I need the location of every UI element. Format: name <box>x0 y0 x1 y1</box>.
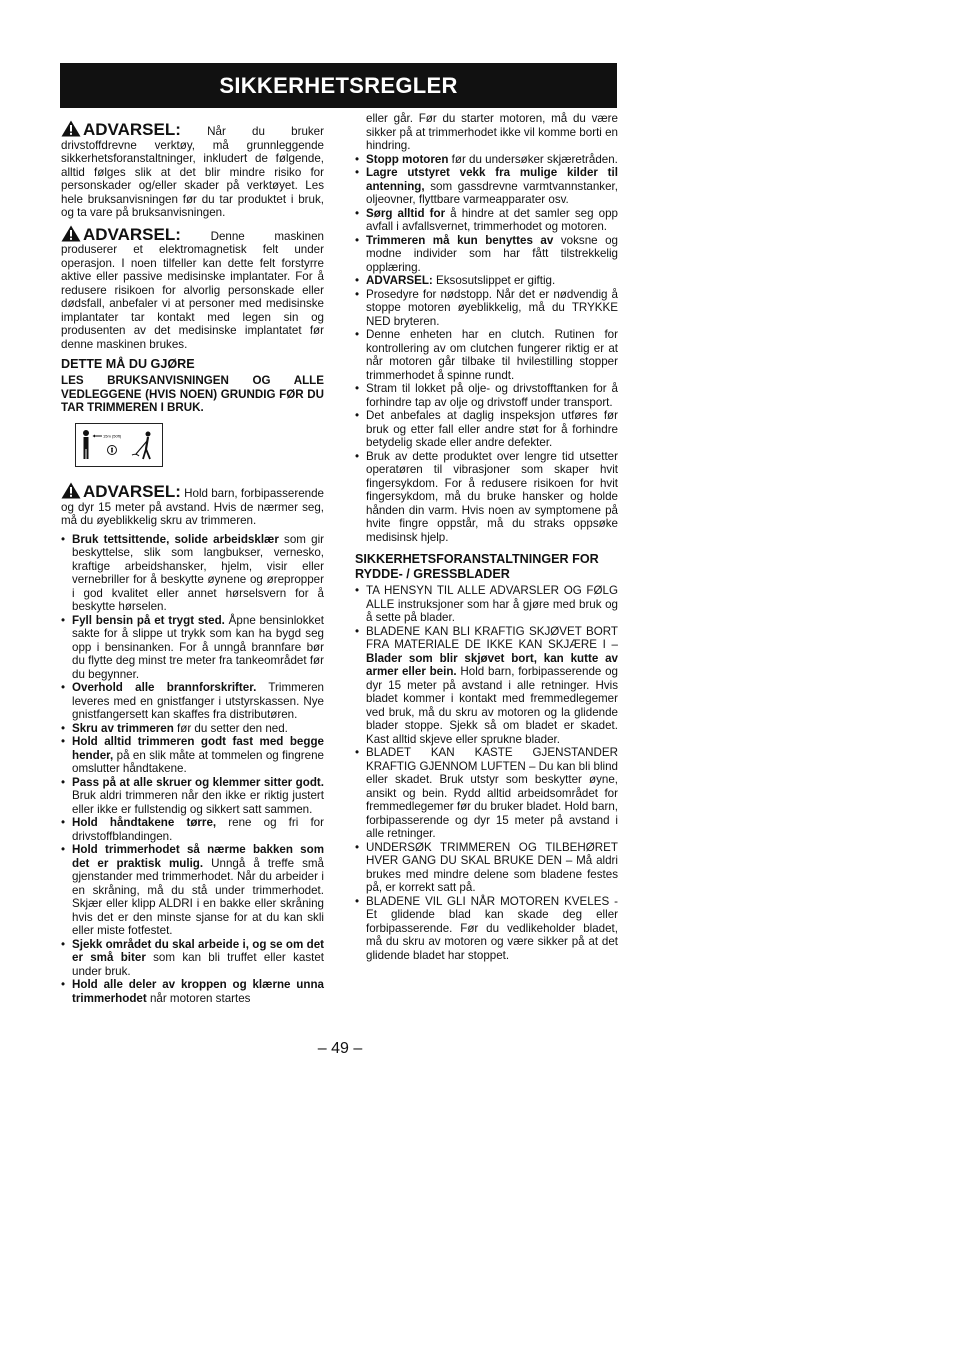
warning-text: Når du bruker drivstoffdrevne verktøy, må grunnleggende sikkerhetsforanstaltninger, inkludert de følgende, alltid følges slik at det blir mindre risiko for personskader og/eller skader på verktøyet. Les hele bruksanvisningen før du tar produktet i bruk, og ta vare på bruksanvisningen. <box>61 125 324 219</box>
list-item: • Trimmeren må kun benyttes av voksne og modne individer som har fått tilstrekkelig opplæring. <box>355 234 618 275</box>
list-item: • Hold håndtakene tørre, rene og fri for drivstoffblandingen. <box>61 816 324 843</box>
list-item: • Skru av trimmeren før du setter den ned. <box>61 722 324 736</box>
warning-3 <box>61 482 324 528</box>
warning-triangle-icon <box>61 120 81 137</box>
list-item: • Bruk tettsittende, solide arbeidsklær som gir beskyttelse, slik som langbukser, vernesko, kraftige arbeidshansker, hjelm, visir eller vernebriller for å beskytte øynene og ørepropper i god kvalitet eller annet hørselsvern for å beskytte hørselen. <box>61 533 324 614</box>
list-item: • BLADET KAN KASTE GJENSTANDER KRAFTIG GJENNOM LUFTEN – Du kan bli blind eller skadet. Bruk utstyr som beskytter øyne, ansikt og bein. Rydd alltid arbeidsområdet for fremmedlegemer før du bruker bladet. Hold barn, forbipasserende og dyr 15 meter på avstand i alle retninger. <box>355 746 618 841</box>
warning-label: ADVARSEL: <box>83 224 181 244</box>
list-item: • Hold alltid trimmeren godt fast med begge hender, på en slik måte at tommelen og fingrene omslutter håndtakene. <box>61 735 324 776</box>
list-item: • Overhold alle brannforskrifter. Trimmeren leveres med en gnistfanger i utstyrskassen. Nye gnistfangersett kan skaffes fra distributøren. <box>61 681 324 722</box>
page-title: SIKKERHETSREGLER <box>219 72 458 98</box>
warning-label: ADVARSEL: <box>83 482 181 501</box>
warning-triangle-icon <box>61 482 81 499</box>
list-item: • Denne enheten har en clutch. Rutinen for kontrollering av om clutchen fungerer riktig er at når motoren går tilbake til hvilestilling stopper trimmerhodet å spinne rundt. <box>355 328 618 382</box>
warning-text: Hold barn, forbipasserende og dyr 15 meter på avstand. Hvis de nærmer seg, må du øyeblikkelig skru av trimmeren. <box>61 487 324 527</box>
right-column <box>355 112 618 962</box>
left-column <box>61 120 324 1005</box>
warning-text: Denne maskinen produserer et elektromagnetisk felt under operasjon. I noen tilfeller kan dette felt forstyrre aktive eller passive medisinske implantater. For å redusere risikoen for alvorlig personskade eller dødsfall, anbefaler vi at personer med medisinske implantater tar kontakt med legen sin og produsenten av det medisinske implantatet før denne maskinen brukes. <box>61 229 324 351</box>
right-bullet-list <box>355 153 618 545</box>
list-item: • ADVARSEL: Eksosutslippet er giftig. <box>355 274 618 288</box>
section-subtitle: LES BRUKSANVISNINGEN OG ALLE VEDLEGGENE (HVIS NOEN) GRUNDIG FØR DU TAR TRIMMEREN I BRUK. <box>61 374 324 414</box>
warning-1 <box>61 120 324 220</box>
list-item: • UNDERSØK TRIMMEREN OG TILBEHØRET HVER GANG DU SKAL BRUKE DEN – Må aldri brukes med mindre delene som bladene festes på, er korrekt satt på. <box>355 841 618 895</box>
left-bullet-list <box>61 533 324 1006</box>
list-item: • BLADENE VIL GLI NÅR MOTOREN KVELES - Et glidende blad kan skade deg eller forbipasserende. Før du vedlikeholder bladet, må du skru av motoren og være sikker på at det glidende bladet har stoppet. <box>355 895 618 963</box>
blade-bullet-list <box>355 584 618 962</box>
page-number: – 49 – <box>317 1040 363 1057</box>
list-item: • Stopp motoren før du undersøker skjæretråden. <box>355 153 618 167</box>
list-item: • Fyll bensin på et trygt sted. Åpne bensinlokket sakte for å slippe ut trykk som kan ha bygd seg opp i bensinanken. For å unngå brannfare bør du flytte deg minst tre meter fra tankeområdet før du begynner. <box>61 614 324 682</box>
keep-distance-pictogram-icon <box>75 423 163 467</box>
list-item: • Hold alle deler av kroppen og klærne unna trimmerhodet når motoren startes <box>61 978 324 1005</box>
page-header <box>60 63 617 108</box>
section-title: DETTE MÅ DU GJØRE <box>61 357 195 371</box>
warning-2 <box>61 225 324 352</box>
list-item: • Det anbefales at daglig inspeksjon utføres før bruk og etter fall eller andre støt for å forhindre betydelig skade eller andre defekter. <box>355 409 618 450</box>
warning-label: ADVARSEL: <box>83 120 181 139</box>
warning-triangle-icon <box>61 225 81 242</box>
list-item: • BLADENE KAN BLI KRAFTIG SKJØVET BORT FRA MATERIALE DE IKKE KAN SKJÆRE I – Blader som blir skjøvet bort, kan kutte av armer eller bein. Hold barn, forbipasserende og dyr 15 meter på avstand i alle retninger. Hvis bladet kommer i kontakt med fremmedlegemer ved bruk, må du skru av motoren og la glidende blader stoppe. Sjekk så om bladet er skadet. Kast alltid skjeve eller sprukne blader. <box>355 625 618 747</box>
list-item: • TA HENSYN TIL ALLE ADVARSLER OG FØLG ALLE instruksjoner som har å gjøre med bruk og å sette på blader. <box>355 584 618 625</box>
list-item: • Lagre utstyret vekk fra mulige kilder til antenning, som gassdrevne varmtvannstanker, oljeovner, flyttbare varmeapparater osv. <box>355 166 618 207</box>
list-item: • Stram til lokket på olje- og drivstofftanken for å forhindre tap av olje og drivstoff under transport. <box>355 382 618 409</box>
list-item: • Sjekk området du skal arbeide i, og se om det er små biter som kan bli truffet eller kastet under bruk. <box>61 938 324 979</box>
list-item: • Pass på at alle skruer og klemmer sitter godt. Bruk aldri trimmeren når den ikke er riktig justert eller ikke er fullstendig og sikkert satt sammen. <box>61 776 324 817</box>
list-item: • Bruk av dette produktet over lengre tid utsetter operatøren til vibrasjoner som skaper hvit fingersykdom. For å redusere risikoen for hvit fingersykdom, må du bruke hansker og holde hånden din varm. Hvis noen av symptomene på hvite fingre oppstår, må du straks oppsøke medisinsk hjelp. <box>355 450 618 545</box>
pictogram-distance-label: 15m (50ft) <box>103 433 122 438</box>
list-item: • Hold trimmerhodet så nærme bakken som det er praktisk mulig. Unngå å treffe små gjenstander med trimmerhodet. Når du arbeider i en skråning, må du stå under trimmerhodet. Skjær eller klipp ALDRI i en bakke eller skråning hvis det er den minste sjanse for at du kan skli eller miste fotfestet. <box>61 843 324 938</box>
continuation-text: eller går. Før du starter motoren, må du være sikker på at trimmerhodet ikke vil komme borti en hindring. <box>366 112 618 152</box>
section-title: SIKKERHETSFORANSTALTNINGER FOR RYDDE- / GRESSBLADER <box>355 552 599 581</box>
list-item: • Sørg alltid for å hindre at det samler seg opp avfall i avfallsvernet, trimmerhodet og motoren. <box>355 207 618 234</box>
list-item: • Prosedyre for nødstopp. Når det er nødvendig å stoppe motoren øyeblikkelig, må du TRYKKE NED bryteren. <box>355 288 618 329</box>
